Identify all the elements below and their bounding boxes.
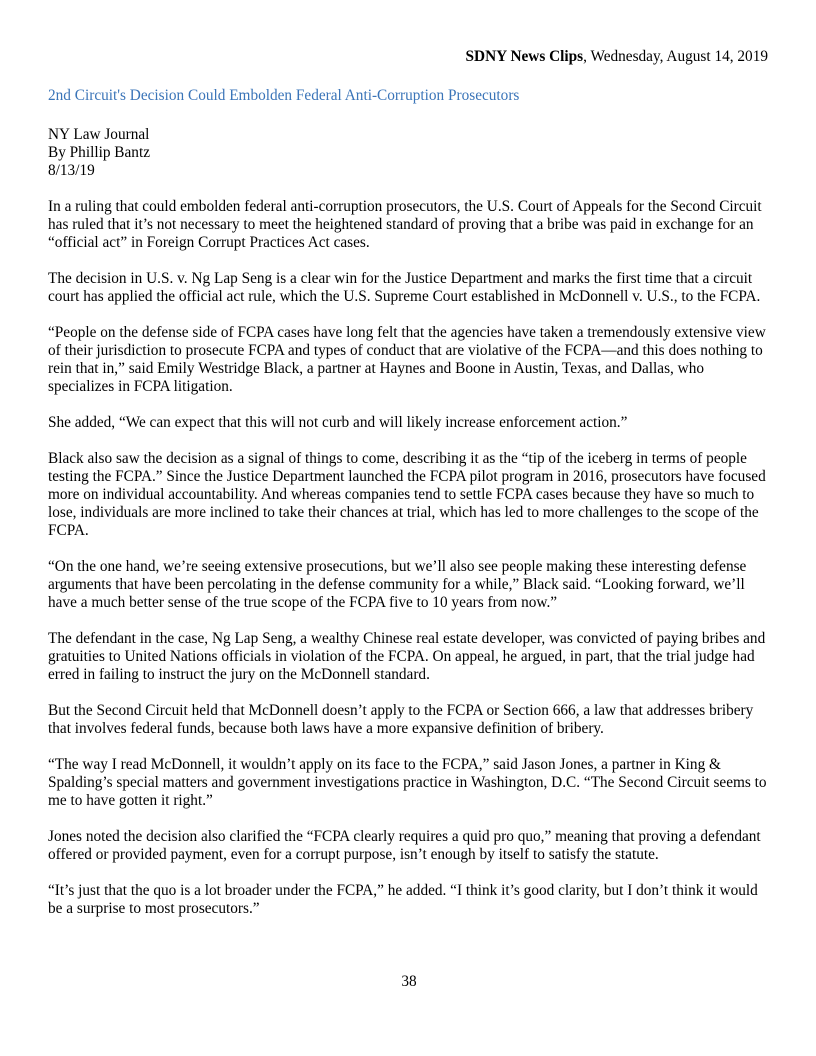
article-source: NY Law Journal	[48, 126, 150, 143]
article-paragraph-7: The defendant in the case, Ng Lap Seng, a wealthy Chinese real estate developer, was convicted of paying bribes and gratuities to United Nations officials in violation of the FCPA. On appeal, he argued, in part, that the trial judge had erred in failing to instruct the jury on the McDonnell standard.	[48, 630, 766, 683]
article-paragraph-10: Jones noted the decision also clarified the “FCPA clearly requires a quid pro quo,” meaning that proving a defendant offered or provided payment, even for a corrupt purpose, isn’t enough by itself to satisfy the statute.	[48, 828, 761, 863]
article-paragraph-4: She added, “We can expect that this will not curb and will likely increase enforcement action.”	[48, 414, 628, 431]
publication-name: SDNY News Clips	[465, 48, 584, 65]
article-paragraph-8: But the Second Circuit held that McDonnell doesn’t apply to the FCPA or Section 666, a law that addresses bribery that involves federal funds, because both laws have a more expansive definition of bribery.	[48, 702, 754, 737]
article-date: 8/13/19	[48, 162, 95, 179]
article-byline: By Phillip Bantz	[48, 144, 150, 161]
header-date: , Wednesday, August 14, 2019	[583, 48, 768, 65]
article-paragraph-11: “It’s just that the quo is a lot broader under the FCPA,” he added. “I think it’s good clarity, but I don’t think it would be a surprise to most prosecutors.”	[48, 882, 758, 917]
page-header	[466, 48, 768, 66]
article-paragraph-6: “On the one hand, we’re seeing extensive prosecutions, but we’ll also see people making these interesting defense arguments that have been percolating in the defense community for a while,” Black said. “Looking forward, we’ll have a much better sense of the true scope of the FCPA five to 10 years from now.”	[48, 558, 747, 611]
article-meta	[48, 126, 150, 180]
article-paragraph-2: The decision in U.S. v. Ng Lap Seng is a clear win for the Justice Department and marks the first time that a circuit court has applied the official act rule, which the U.S. Supreme Court established in McDonnell v. U.S., to the FCPA.	[48, 270, 761, 305]
article-headline: 2nd Circuit's Decision Could Embolden Federal Anti-Corruption Prosecutors	[48, 87, 520, 104]
article-paragraph-1: In a ruling that could embolden federal anti-corruption prosecutors, the U.S. Court of Appeals for the Second Circuit has ruled that it’s not necessary to meet the heightened standard of proving that a bribe was paid in exchange for an “official act” in Foreign Corrupt Practices Act cases.	[48, 198, 762, 251]
article-body	[48, 198, 770, 936]
article-paragraph-3: “People on the defense side of FCPA cases have long felt that the agencies have taken a tremendously extensive view of their jurisdiction to prosecute FCPA and types of conduct that are violative of the FCPA—and this does nothing to rein that in,” said Emily Westridge Black, a partner at Haynes and Boone in Austin, Texas, and Dallas, who specializes in FCPA litigation.	[48, 324, 766, 395]
article-paragraph-5: Black also saw the decision as a signal of things to come, describing it as the “tip of the iceberg in terms of people testing the FCPA.” Since the Justice Department launched the FCPA pilot program in 2016, prosecutors have focused more on individual accountability. And whereas companies tend to settle FCPA cases because they have so much to lose, individuals are more inclined to take their chances at trial, which has led to more challenges to the scope of the FCPA.	[48, 450, 766, 539]
article-paragraph-9: “The way I read McDonnell, it wouldn’t apply on its face to the FCPA,” said Jason Jones, a partner in King & Spalding’s special matters and government investigations practice in Washington, D.C. “The Second Circuit seems to me to have gotten it right.”	[48, 756, 767, 809]
page-number: 38	[401, 973, 417, 990]
document-page	[48, 0, 770, 1056]
